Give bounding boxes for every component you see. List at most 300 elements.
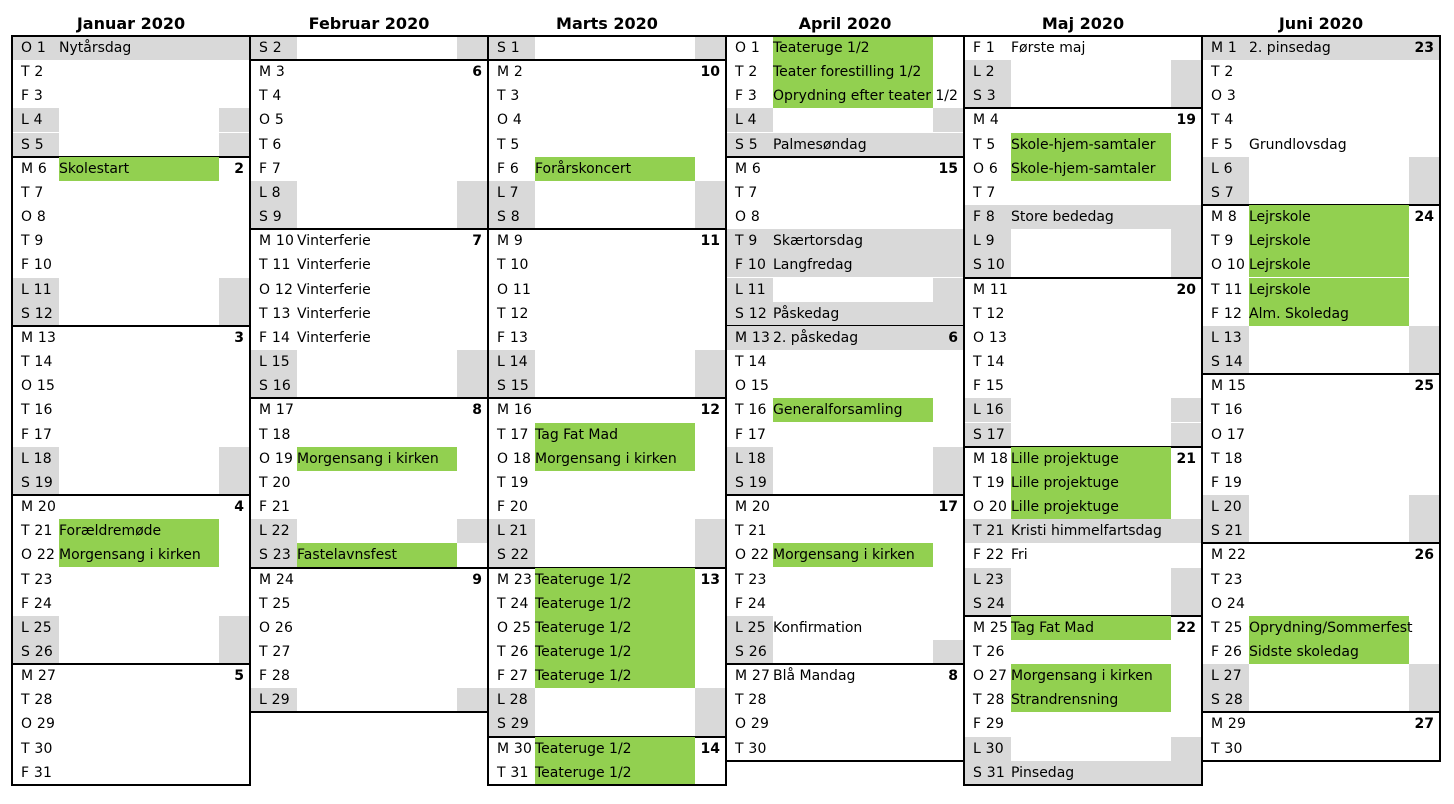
- day-cell[interactable]: [488, 519, 726, 543]
- day-cell[interactable]: [488, 133, 726, 157]
- day-label: T 2: [21, 64, 44, 80]
- day-cell[interactable]: [12, 423, 250, 447]
- day-label: T 12: [497, 306, 529, 322]
- weekend-tail-band: [933, 640, 964, 664]
- day-cell[interactable]: [726, 688, 964, 712]
- day-cell[interactable]: [964, 302, 1202, 326]
- day-cell[interactable]: [250, 350, 488, 374]
- day-label: O 3: [1211, 88, 1236, 104]
- day-cell[interactable]: [12, 302, 250, 326]
- day-cell[interactable]: [250, 278, 488, 302]
- day-label: T 10: [497, 257, 529, 273]
- week-number: 23: [1414, 40, 1434, 56]
- day-cell[interactable]: [488, 423, 726, 447]
- event-text: Teateruge 1/2: [535, 596, 632, 612]
- day-cell[interactable]: [12, 253, 250, 277]
- day-cell[interactable]: [488, 157, 726, 181]
- day-cell[interactable]: [12, 592, 250, 616]
- day-cell[interactable]: [726, 543, 964, 567]
- day-cell[interactable]: [488, 640, 726, 664]
- day-cell[interactable]: [12, 398, 250, 422]
- day-label: T 5: [497, 137, 520, 153]
- day-cell[interactable]: [726, 84, 964, 108]
- month-header-juni-2020: Juni 2020: [1278, 14, 1364, 33]
- day-cell[interactable]: [250, 616, 488, 640]
- day-cell[interactable]: [964, 133, 1202, 157]
- event-text: Lille projektuge: [1011, 451, 1119, 467]
- weekend-tail-band: [1409, 181, 1440, 205]
- day-label: S 26: [735, 644, 767, 660]
- week-number: 10: [700, 64, 720, 80]
- day-cell[interactable]: [12, 278, 250, 302]
- day-cell[interactable]: [964, 592, 1202, 616]
- day-cell[interactable]: [488, 229, 726, 253]
- day-cell[interactable]: [1202, 640, 1440, 664]
- day-cell[interactable]: [726, 374, 964, 398]
- day-cell[interactable]: [250, 181, 488, 205]
- day-label: O 1: [21, 40, 46, 56]
- day-cell[interactable]: [12, 326, 250, 350]
- day-cell[interactable]: [726, 326, 964, 350]
- day-label: M 9: [497, 233, 524, 249]
- day-cell[interactable]: [726, 350, 964, 374]
- day-cell[interactable]: [726, 36, 964, 60]
- day-label: M 2: [497, 64, 524, 80]
- day-cell[interactable]: [12, 60, 250, 84]
- day-label: L 20: [1211, 499, 1242, 515]
- day-cell[interactable]: [726, 495, 964, 519]
- day-cell[interactable]: [1202, 302, 1440, 326]
- day-cell[interactable]: [488, 278, 726, 302]
- day-cell[interactable]: [1202, 350, 1440, 374]
- day-cell[interactable]: [726, 133, 964, 157]
- day-label: T 14: [973, 354, 1005, 370]
- day-label: F 21: [259, 499, 291, 515]
- day-label: M 27: [21, 668, 57, 684]
- day-cell[interactable]: [964, 616, 1202, 640]
- day-cell[interactable]: [250, 664, 488, 688]
- day-label: T 19: [497, 475, 529, 491]
- day-cell[interactable]: [726, 423, 964, 447]
- day-cell[interactable]: [964, 374, 1202, 398]
- weekend-tail-band: [457, 36, 488, 60]
- day-cell[interactable]: [1202, 278, 1440, 302]
- day-cell[interactable]: [488, 664, 726, 688]
- day-cell[interactable]: [1202, 60, 1440, 84]
- day-cell[interactable]: [488, 761, 726, 785]
- day-cell[interactable]: [12, 350, 250, 374]
- day-cell[interactable]: [12, 495, 250, 519]
- day-cell[interactable]: [726, 568, 964, 592]
- day-cell[interactable]: [1202, 108, 1440, 132]
- event-text: Forårskoncert: [535, 161, 632, 177]
- weekend-tail-band: [1171, 568, 1202, 592]
- day-label: F 3: [735, 88, 758, 104]
- event-text: Grundlovsdag: [1249, 137, 1347, 153]
- day-cell[interactable]: [1202, 36, 1440, 60]
- day-label: F 1: [973, 40, 996, 56]
- day-cell[interactable]: [488, 568, 726, 592]
- day-cell[interactable]: [964, 543, 1202, 567]
- day-label: T 31: [497, 765, 529, 781]
- weekend-tail-band: [1171, 592, 1202, 616]
- day-cell[interactable]: [964, 205, 1202, 229]
- day-cell[interactable]: [250, 471, 488, 495]
- day-cell[interactable]: [488, 374, 726, 398]
- day-label: L 16: [973, 402, 1004, 418]
- day-cell[interactable]: [250, 423, 488, 447]
- day-cell[interactable]: [964, 664, 1202, 688]
- day-label: O 15: [21, 378, 56, 394]
- day-label: T 30: [1211, 741, 1243, 757]
- day-cell[interactable]: [250, 157, 488, 181]
- day-cell[interactable]: [250, 253, 488, 277]
- day-cell[interactable]: [488, 495, 726, 519]
- day-label: M 20: [21, 499, 57, 515]
- weekend-tail-band: [1171, 84, 1202, 108]
- day-cell[interactable]: [964, 398, 1202, 422]
- day-cell[interactable]: [964, 84, 1202, 108]
- day-cell[interactable]: [1202, 374, 1440, 398]
- day-cell[interactable]: [488, 205, 726, 229]
- day-cell[interactable]: [964, 181, 1202, 205]
- day-cell[interactable]: [726, 664, 964, 688]
- day-cell[interactable]: [250, 688, 488, 712]
- day-cell[interactable]: [488, 60, 726, 84]
- day-cell[interactable]: [250, 108, 488, 132]
- day-cell[interactable]: [964, 350, 1202, 374]
- day-cell[interactable]: [12, 205, 250, 229]
- day-cell[interactable]: [726, 519, 964, 543]
- day-cell[interactable]: [250, 640, 488, 664]
- day-label: T 4: [259, 88, 282, 104]
- day-cell[interactable]: [12, 229, 250, 253]
- event-text: Skole-hjem-samtaler: [1011, 161, 1156, 177]
- day-cell[interactable]: [12, 737, 250, 761]
- day-cell[interactable]: [12, 471, 250, 495]
- day-cell[interactable]: [250, 398, 488, 422]
- day-label: T 14: [735, 354, 767, 370]
- day-cell[interactable]: [250, 495, 488, 519]
- day-label: M 10: [259, 233, 295, 249]
- day-cell[interactable]: [12, 133, 250, 157]
- day-cell[interactable]: [1202, 229, 1440, 253]
- event-text: Nytårsdag: [59, 40, 132, 56]
- day-label: S 12: [735, 306, 767, 322]
- event-text: Teateruge 1/2: [535, 620, 632, 636]
- week-number: 13: [700, 572, 720, 588]
- day-label: L 30: [973, 741, 1004, 757]
- day-cell[interactable]: [488, 36, 726, 60]
- week-number: 24: [1414, 209, 1434, 225]
- day-cell[interactable]: [964, 737, 1202, 761]
- weekend-tail-band: [219, 302, 250, 326]
- event-text: Vinterferie: [297, 306, 371, 322]
- weekend-tail-band: [457, 181, 488, 205]
- day-cell[interactable]: [964, 423, 1202, 447]
- day-label: M 6: [21, 161, 48, 177]
- month-column-border: [249, 35, 489, 37]
- day-cell[interactable]: [250, 60, 488, 84]
- event-text: Vinterferie: [297, 233, 371, 249]
- day-label: O 17: [1211, 427, 1246, 443]
- day-label: T 18: [1211, 451, 1243, 467]
- day-cell[interactable]: [726, 229, 964, 253]
- event-text: Teateruge 1/2: [535, 741, 632, 757]
- day-cell[interactable]: [1202, 568, 1440, 592]
- day-label: M 23: [497, 572, 533, 588]
- day-cell[interactable]: [488, 84, 726, 108]
- day-cell[interactable]: [12, 108, 250, 132]
- day-cell[interactable]: [12, 84, 250, 108]
- day-cell[interactable]: [1202, 616, 1440, 640]
- day-label: S 29: [497, 716, 529, 732]
- day-label: T 18: [259, 427, 291, 443]
- week-number: 20: [1176, 282, 1196, 298]
- day-cell[interactable]: [964, 761, 1202, 785]
- day-label: M 16: [497, 402, 533, 418]
- day-cell[interactable]: [12, 568, 250, 592]
- day-cell[interactable]: [964, 688, 1202, 712]
- day-cell[interactable]: [964, 108, 1202, 132]
- day-label: T 7: [973, 185, 996, 201]
- event-text: Tag Fat Mad: [535, 427, 618, 443]
- weekend-tail-band: [457, 374, 488, 398]
- day-cell[interactable]: [488, 398, 726, 422]
- event-text: Blå Mandag: [773, 668, 856, 684]
- day-label: L 6: [1211, 161, 1233, 177]
- event-text: Teateruge 1/2: [535, 765, 632, 781]
- day-label: O 26: [259, 620, 294, 636]
- day-label: T 28: [21, 692, 53, 708]
- day-label: M 20: [735, 499, 771, 515]
- day-cell[interactable]: [726, 471, 964, 495]
- day-cell[interactable]: [250, 84, 488, 108]
- month-header-januar-2020: Januar 2020: [76, 14, 186, 33]
- day-cell[interactable]: [1202, 664, 1440, 688]
- day-cell[interactable]: [250, 302, 488, 326]
- event-text: Lejrskole: [1249, 233, 1311, 249]
- day-label: S 23: [259, 547, 291, 563]
- day-cell[interactable]: [1202, 423, 1440, 447]
- day-label: S 3: [973, 88, 996, 104]
- day-cell[interactable]: [964, 519, 1202, 543]
- day-label: T 5: [973, 137, 996, 153]
- event-text: Kristi himmelfartsdag: [1011, 523, 1162, 539]
- day-label: O 22: [21, 547, 56, 563]
- day-label: M 18: [973, 451, 1009, 467]
- day-cell[interactable]: [488, 447, 726, 471]
- day-cell[interactable]: [726, 592, 964, 616]
- day-cell[interactable]: [250, 205, 488, 229]
- day-cell[interactable]: [250, 447, 488, 471]
- day-cell[interactable]: [964, 640, 1202, 664]
- event-text: Morgensang i kirken: [1011, 668, 1153, 684]
- day-label: S 31: [973, 765, 1005, 781]
- day-cell[interactable]: [964, 278, 1202, 302]
- weekend-tail-band: [1409, 688, 1440, 712]
- day-cell[interactable]: [12, 36, 250, 60]
- day-label: T 16: [1211, 402, 1243, 418]
- day-cell[interactable]: [488, 688, 726, 712]
- day-cell[interactable]: [964, 229, 1202, 253]
- day-cell[interactable]: [726, 737, 964, 761]
- day-label: F 17: [735, 427, 767, 443]
- weekend-tail-band: [695, 543, 726, 567]
- month-column-border: [1201, 36, 1203, 761]
- day-label: L 23: [973, 572, 1004, 588]
- day-cell[interactable]: [488, 253, 726, 277]
- day-cell[interactable]: [488, 108, 726, 132]
- day-cell[interactable]: [726, 278, 964, 302]
- weekend-tail-band: [457, 350, 488, 374]
- day-cell[interactable]: [726, 157, 964, 181]
- day-label: F 19: [1211, 475, 1243, 491]
- event-text: Teateruge 1/2: [773, 40, 870, 56]
- day-cell[interactable]: [250, 326, 488, 350]
- day-cell[interactable]: [250, 374, 488, 398]
- day-label: O 5: [259, 112, 284, 128]
- month-column-border: [487, 36, 489, 785]
- day-cell[interactable]: [964, 253, 1202, 277]
- day-cell[interactable]: [964, 36, 1202, 60]
- day-cell[interactable]: [1202, 133, 1440, 157]
- day-cell[interactable]: [12, 712, 250, 736]
- month-column-border: [725, 36, 727, 761]
- day-cell[interactable]: [488, 592, 726, 616]
- day-cell[interactable]: [488, 471, 726, 495]
- week-number: 12: [700, 402, 720, 418]
- event-text: 2. pinsedag: [1249, 40, 1331, 56]
- day-label: O 1: [735, 40, 760, 56]
- day-cell[interactable]: [1202, 737, 1440, 761]
- day-label: T 25: [1211, 620, 1243, 636]
- day-cell[interactable]: [12, 374, 250, 398]
- event-text: Lejrskole: [1249, 282, 1311, 298]
- event-text: Forældremøde: [59, 523, 162, 539]
- day-cell[interactable]: [488, 181, 726, 205]
- day-label: O 15: [735, 378, 770, 394]
- day-cell[interactable]: [488, 616, 726, 640]
- weekend-tail-band: [219, 640, 250, 664]
- day-cell[interactable]: [1202, 447, 1440, 471]
- day-cell[interactable]: [250, 543, 488, 567]
- day-cell[interactable]: [1202, 398, 1440, 422]
- day-cell[interactable]: [488, 737, 726, 761]
- day-cell[interactable]: [1202, 592, 1440, 616]
- day-cell[interactable]: [964, 495, 1202, 519]
- event-text: Fri: [1011, 547, 1028, 563]
- day-cell[interactable]: [1202, 688, 1440, 712]
- day-cell[interactable]: [1202, 205, 1440, 229]
- day-label: T 21: [21, 523, 53, 539]
- day-cell[interactable]: [12, 447, 250, 471]
- day-cell[interactable]: [12, 640, 250, 664]
- day-label: F 20: [497, 499, 529, 515]
- day-cell[interactable]: [488, 712, 726, 736]
- day-label: F 15: [973, 378, 1005, 394]
- day-label: T 30: [735, 741, 767, 757]
- day-label: T 9: [735, 233, 758, 249]
- day-cell[interactable]: [488, 543, 726, 567]
- day-cell[interactable]: [964, 712, 1202, 736]
- week-number: 3: [234, 330, 244, 346]
- day-cell[interactable]: [250, 133, 488, 157]
- day-cell[interactable]: [1202, 495, 1440, 519]
- month-header-april-2020: April 2020: [798, 14, 892, 33]
- weekend-tail-band: [695, 712, 726, 736]
- day-cell[interactable]: [1202, 712, 1440, 736]
- day-label: F 29: [973, 716, 1005, 732]
- day-cell[interactable]: [1202, 519, 1440, 543]
- day-cell[interactable]: [12, 519, 250, 543]
- day-cell[interactable]: [12, 543, 250, 567]
- day-cell[interactable]: [726, 60, 964, 84]
- day-label: S 9: [259, 209, 282, 225]
- day-label: M 8: [1211, 209, 1238, 225]
- day-cell[interactable]: [250, 519, 488, 543]
- day-cell[interactable]: [12, 616, 250, 640]
- day-cell[interactable]: [726, 398, 964, 422]
- day-label: L 27: [1211, 668, 1242, 684]
- day-cell[interactable]: [964, 471, 1202, 495]
- day-cell[interactable]: [12, 181, 250, 205]
- day-cell[interactable]: [1202, 157, 1440, 181]
- day-cell[interactable]: [726, 253, 964, 277]
- day-cell[interactable]: [726, 447, 964, 471]
- day-cell[interactable]: [1202, 326, 1440, 350]
- week-number: 19: [1176, 112, 1196, 128]
- day-cell[interactable]: [964, 60, 1202, 84]
- day-cell[interactable]: [726, 302, 964, 326]
- day-cell[interactable]: [1202, 543, 1440, 567]
- day-cell[interactable]: [964, 568, 1202, 592]
- day-label: O 29: [21, 716, 56, 732]
- day-cell[interactable]: [488, 326, 726, 350]
- day-cell[interactable]: [726, 616, 964, 640]
- day-label: F 3: [21, 88, 44, 104]
- day-cell[interactable]: [12, 761, 250, 785]
- day-cell[interactable]: [964, 326, 1202, 350]
- day-cell[interactable]: [250, 36, 488, 60]
- day-label: F 8: [973, 209, 996, 225]
- day-cell[interactable]: [12, 664, 250, 688]
- day-cell[interactable]: [726, 205, 964, 229]
- day-cell[interactable]: [964, 157, 1202, 181]
- day-cell[interactable]: [12, 157, 250, 181]
- day-label: O 18: [497, 451, 532, 467]
- day-cell[interactable]: [250, 229, 488, 253]
- day-cell[interactable]: [12, 688, 250, 712]
- day-cell[interactable]: [250, 592, 488, 616]
- day-cell[interactable]: [726, 108, 964, 132]
- day-cell[interactable]: [488, 350, 726, 374]
- day-label: S 21: [1211, 523, 1243, 539]
- day-cell[interactable]: [1202, 181, 1440, 205]
- day-cell[interactable]: [1202, 84, 1440, 108]
- day-cell[interactable]: [726, 712, 964, 736]
- day-cell[interactable]: [488, 302, 726, 326]
- day-cell[interactable]: [964, 447, 1202, 471]
- day-label: L 15: [259, 354, 290, 370]
- event-text: Strandrensning: [1011, 692, 1119, 708]
- day-cell[interactable]: [250, 568, 488, 592]
- day-cell[interactable]: [1202, 253, 1440, 277]
- day-cell[interactable]: [1202, 471, 1440, 495]
- day-label: M 13: [21, 330, 57, 346]
- day-cell[interactable]: [726, 640, 964, 664]
- day-cell[interactable]: [726, 181, 964, 205]
